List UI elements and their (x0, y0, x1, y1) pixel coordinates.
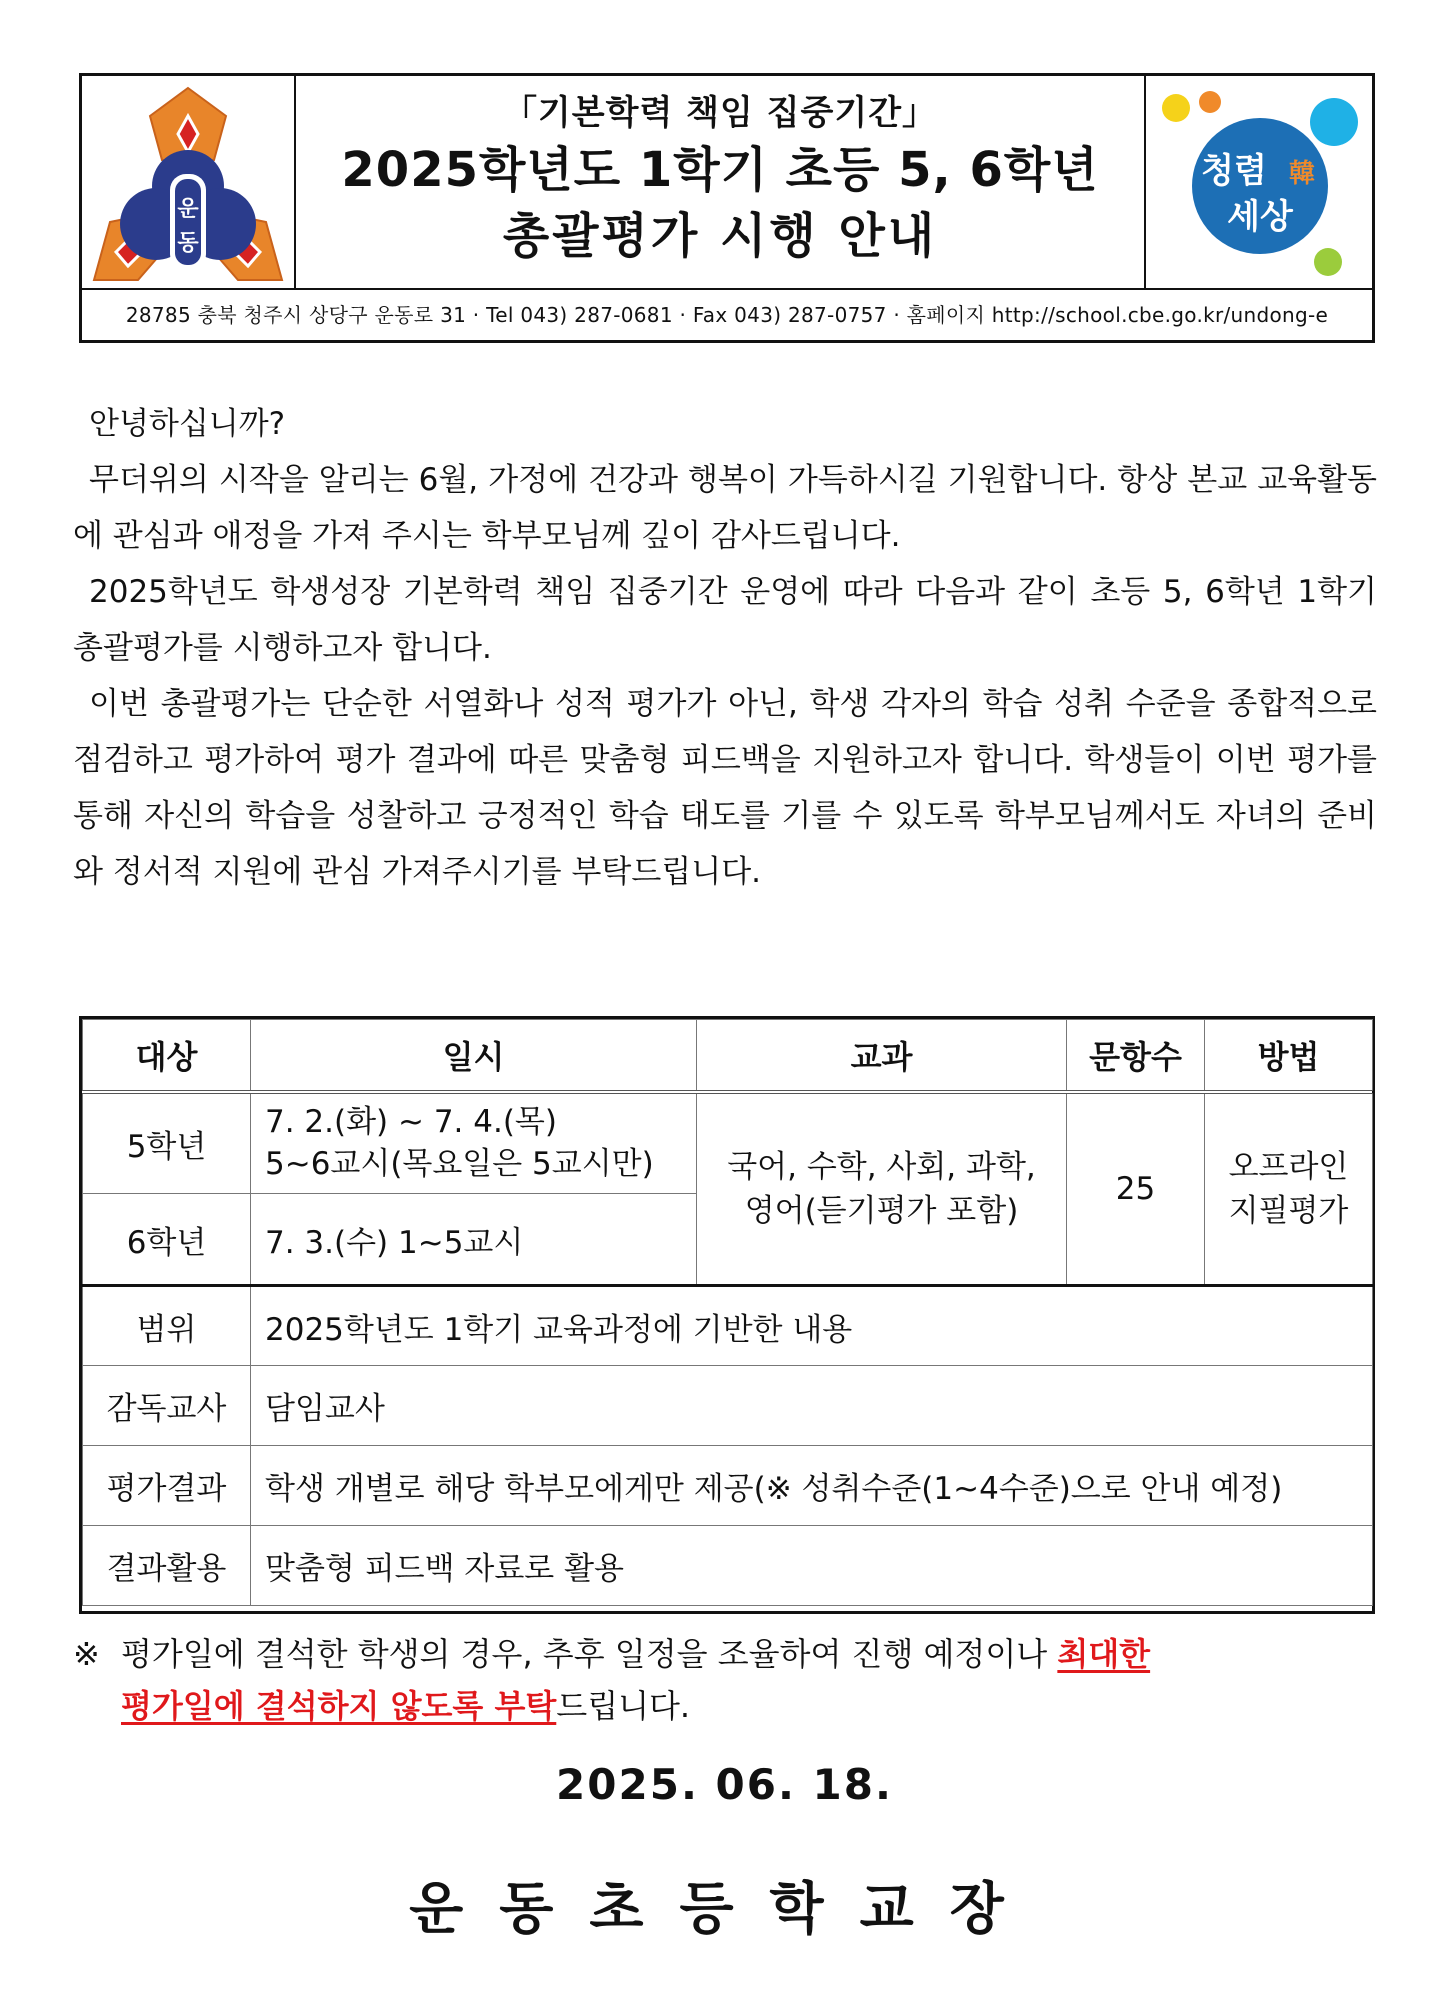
header-date: 일시 (251, 1020, 697, 1092)
header-item-count: 문항수 (1067, 1020, 1205, 1092)
grade5-target: 5학년 (83, 1092, 251, 1194)
grade5-date (251, 1092, 697, 1194)
table-header-row (83, 1020, 1373, 1092)
paragraph-1: 무더위의 시작을 알리는 6월, 가정에 건강과 행복이 가득하시길 기원합니다. 항상 본교 교육활동에 관심과 애정을 가져 주시는 학부모님께 깊이 감사드립니다. (73, 462, 1377, 554)
table-row-scope (83, 1286, 1373, 1366)
note-highlight-1: 최대한 (1057, 1635, 1151, 1673)
letter-date: 2025. 06. 18. (556, 1760, 893, 1809)
note-highlight-2: 평가일에 결석하지 않도록 부탁 (121, 1687, 557, 1725)
integrity-slogan-logo (1144, 76, 1372, 288)
note-line-2 (73, 1680, 1381, 1732)
grade5-date-line1: 7. 2.(화) ~ 7. 4.(목) (265, 1104, 557, 1141)
note-text-before: 평가일에 결석한 학생의 경우, 추후 일정을 조율하여 진행 예정이나 (121, 1635, 1058, 1673)
logo-word-3: 세상 (1227, 197, 1293, 237)
paragraph-3: 이번 총괄평가는 단순한 서열화나 성적 평가가 아닌, 학생 각자의 학습 성취 수준을 종합적으로 점검하고 평가하여 평가 결과에 따른 맞춤형 피드백을 지원하고자 합니다. 학생들이 이번 평가를 통해 자신의 학습을 성찰하고 긍정적인 학습 태도를 기를 수 있도록 학부모님께서도 자녀의 준비와 정서적 지원에 관심 가져주시기를 부탁드립니다. (73, 686, 1377, 890)
usage-label: 결과활용 (83, 1526, 251, 1606)
scope-label: 범위 (83, 1286, 251, 1366)
header-target: 대상 (83, 1020, 251, 1092)
letter-body (73, 396, 1377, 900)
title-line-1: 「기본학력 책임 집중기간」 (502, 93, 938, 133)
scope-value: 2025학년도 1학기 교육과정에 기반한 내용 (251, 1286, 1373, 1366)
integrity-logo-icon (1152, 82, 1362, 282)
subjects-line2: 영어(듣기평가 포함) (744, 1192, 1019, 1229)
subjects-line1: 국어, 수학, 사회, 과학, (727, 1148, 1036, 1185)
grade6-target: 6학년 (83, 1194, 251, 1286)
proctor-label: 감독교사 (83, 1366, 251, 1446)
item-count-cell: 25 (1067, 1092, 1205, 1286)
exam-schedule-table (79, 1016, 1375, 1614)
note-text-after: 드립니다. (556, 1687, 691, 1725)
results-value: 학생 개별로 해당 학부모에게만 제공(※ 성취수준(1~4수준)으로 안내 예정) (251, 1446, 1373, 1526)
proctor-value: 담임교사 (251, 1366, 1373, 1446)
school-emblem (82, 76, 296, 288)
grade6-date: 7. 3.(수) 1~5교시 (251, 1194, 697, 1286)
absence-note (73, 1628, 1381, 1732)
greeting: 안녕하십니까? (89, 406, 286, 442)
usage-value: 맞춤형 피드백 자료로 활용 (251, 1526, 1373, 1606)
title-box (296, 76, 1144, 288)
letter-header (79, 73, 1375, 343)
note-mark: ※ (73, 1635, 100, 1673)
title-line-3: 총괄평가 시행 안내 (502, 208, 938, 264)
paragraph-2: 2025학년도 학생성장 기본학력 책임 집중기간 운영에 따라 다음과 같이 초등 5, 6학년 1학기 총괄평가를 시행하고자 합니다. (73, 574, 1377, 666)
table-row-grade5 (83, 1092, 1373, 1194)
emblem-char-2: 동 (177, 231, 199, 256)
results-label: 평가결과 (83, 1446, 251, 1526)
method-line1: 오프라인 (1228, 1148, 1349, 1185)
table-row-results (83, 1446, 1373, 1526)
method-line2: 지필평가 (1228, 1192, 1349, 1229)
table-row-usage (83, 1526, 1373, 1606)
school-address: 28785 충북 청주시 상당구 운동로 31 · Tel 043) 287-0681 · Fax 043) 287-0757 · 홈페이지 http://school.cbe.go.kr/undong-e (82, 288, 1372, 340)
school-emblem-icon (86, 82, 290, 286)
subjects-cell (697, 1092, 1067, 1286)
title-line-2: 2025학년도 1학기 초등 5, 6학년 (341, 142, 1099, 198)
signer-title: 운동초등학교장 (409, 1877, 1040, 1942)
emblem-char-1: 운 (177, 197, 199, 222)
method-cell (1205, 1092, 1373, 1286)
header-subjects: 교과 (697, 1020, 1067, 1092)
logo-word-1: 청렴 (1201, 151, 1267, 191)
header-method: 방법 (1205, 1020, 1373, 1092)
table-row-proctor (83, 1366, 1373, 1446)
logo-word-2: 韓 (1288, 159, 1316, 189)
grade5-date-line2: 5~6교시(목요일은 5교시만) (265, 1146, 654, 1183)
